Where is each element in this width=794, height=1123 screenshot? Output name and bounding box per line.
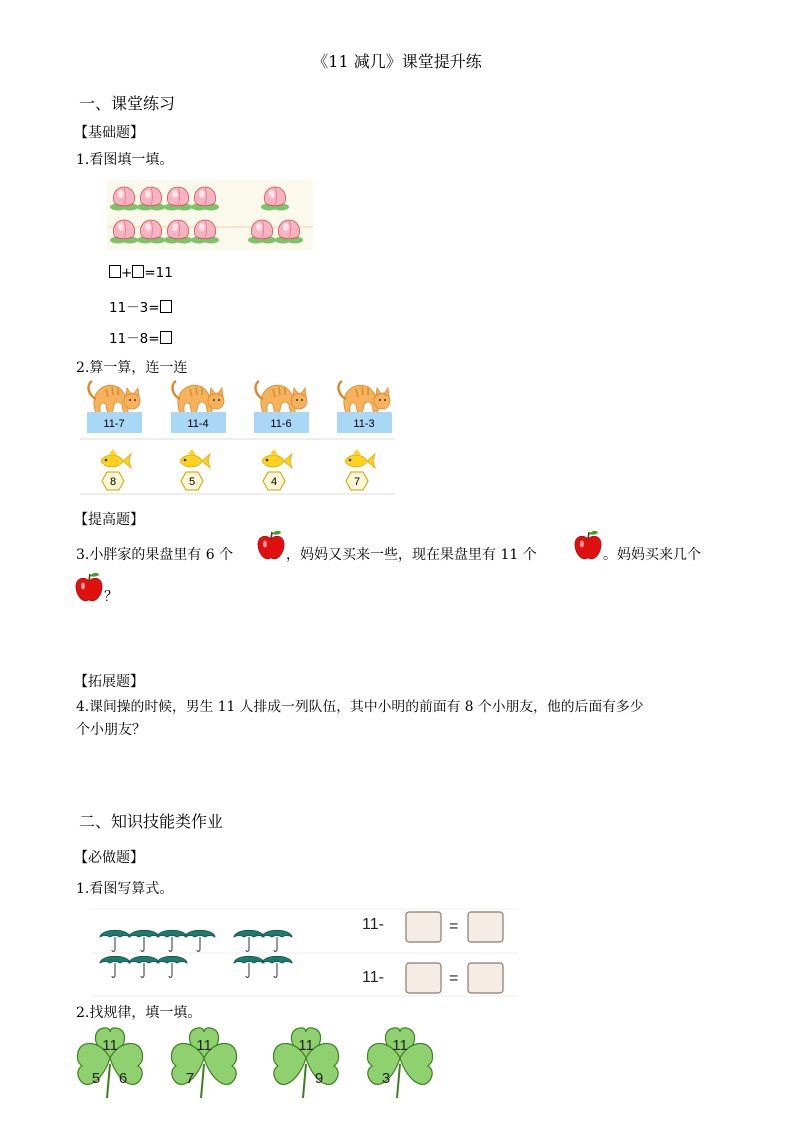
cat-icon <box>89 381 140 415</box>
must-tag: 【必做题】 <box>74 850 144 866</box>
umbrella-row-2 <box>100 956 292 977</box>
improve-tag: 【提高题】 <box>74 512 144 528</box>
umbrella-icon <box>185 930 215 951</box>
svg-text:11: 11 <box>392 1037 408 1054</box>
umbrella-icon <box>100 956 130 977</box>
umbrella-icon <box>157 930 187 951</box>
answer-number: 8 <box>109 476 117 488</box>
subtraction-card: 11-7 <box>103 418 125 430</box>
umbrella-icon <box>100 930 130 951</box>
subtraction-card: 11-3 <box>353 418 375 430</box>
s2-q1-prompt: 1.看图写算式。 <box>76 881 174 897</box>
cats-fish-matching <box>80 377 395 495</box>
equals-sign: = <box>449 970 459 987</box>
answer-box[interactable] <box>160 331 172 344</box>
umbrella-icon <box>262 956 292 977</box>
cat-icon <box>339 381 390 415</box>
q3-end: ？ <box>104 589 118 605</box>
answer-box[interactable] <box>468 912 503 942</box>
svg-text:11: 11 <box>298 1037 314 1054</box>
peaches-picture <box>107 180 313 250</box>
q1-equation-3: 11－8= <box>109 327 172 347</box>
subtraction-card: 11-6 <box>270 418 292 430</box>
clover-1 <box>77 1028 142 1098</box>
section-2-heading: 二、知识技能类作业 <box>79 812 224 831</box>
clover-4 <box>367 1028 432 1098</box>
fish-icon <box>101 449 131 468</box>
q1-equation-1: + =11 <box>109 265 173 281</box>
equals-sign: = <box>449 918 459 935</box>
q2-prompt: 2.算一算，连一连 <box>76 360 188 376</box>
svg-text:6: 6 <box>118 1070 128 1087</box>
clover-2 <box>171 1028 236 1098</box>
cat-icon <box>256 381 307 415</box>
q3-text-2: ，妈妈又买来一些，现在果盘里有 11 个 <box>286 547 537 563</box>
umbrella-icon <box>129 956 159 977</box>
apple-icon <box>257 530 285 562</box>
answer-box[interactable] <box>132 265 144 278</box>
umbrella-row-1 <box>100 930 292 951</box>
extend-tag: 【拓展题】 <box>74 674 144 690</box>
answer-number: 4 <box>270 476 278 488</box>
fish-icon <box>180 449 210 468</box>
svg-text:11: 11 <box>102 1037 118 1054</box>
fish-icon <box>262 449 292 468</box>
umbrella-icon <box>234 930 264 951</box>
q3-text-3: 。妈妈买来几个 <box>603 547 701 563</box>
answer-number: 5 <box>188 476 196 488</box>
cards-row <box>87 381 392 433</box>
section-1-heading: 一、课堂练习 <box>79 94 176 113</box>
svg-text:5: 5 <box>91 1070 101 1087</box>
svg-text:9: 9 <box>314 1070 324 1087</box>
s2-q2-prompt: 2.找规律，填一填。 <box>76 1005 202 1021</box>
clover-3 <box>273 1028 338 1098</box>
apple-icon <box>574 530 602 562</box>
q4-line-2: 个小朋友？ <box>76 722 146 738</box>
answer-box[interactable] <box>109 265 121 278</box>
umbrella-icon <box>234 956 264 977</box>
subtraction-card: 11-4 <box>187 418 209 430</box>
answer-number: 7 <box>353 476 361 488</box>
basic-tag: 【基础题】 <box>74 125 144 141</box>
umbrella-icon <box>262 930 292 951</box>
svg-text:7: 7 <box>185 1070 195 1087</box>
clovers-pattern <box>68 1022 448 1102</box>
apple-icon <box>75 572 103 604</box>
page-title: 《11 减几》课堂提升练 <box>312 52 482 71</box>
answer-box[interactable] <box>406 912 441 942</box>
umbrella-icon <box>157 956 187 977</box>
umbrella-icon <box>129 930 159 951</box>
q1-equation-2: 11－3= <box>109 296 172 316</box>
fish-icon <box>345 449 375 468</box>
row-1-label: 11- <box>362 916 384 933</box>
q3-text: 3.小胖家的果盘里有 6 个 <box>76 547 234 563</box>
answer-box[interactable] <box>160 300 172 313</box>
cat-icon <box>173 381 224 415</box>
answer-box[interactable] <box>406 963 441 993</box>
answer-box[interactable] <box>468 963 503 993</box>
svg-text:3: 3 <box>381 1070 391 1087</box>
umbrellas-picture <box>92 906 517 1000</box>
q4-line-1: 4.课间操的时候，男生 11 人排成一列队伍，其中小明的前面有 8 个小朋友，他的后面有多少 <box>76 699 644 715</box>
svg-text:11: 11 <box>196 1037 212 1054</box>
q1-prompt: 1.看图填一填。 <box>76 152 174 168</box>
answers-row <box>101 449 375 490</box>
row-2-label: 11- <box>362 969 384 986</box>
